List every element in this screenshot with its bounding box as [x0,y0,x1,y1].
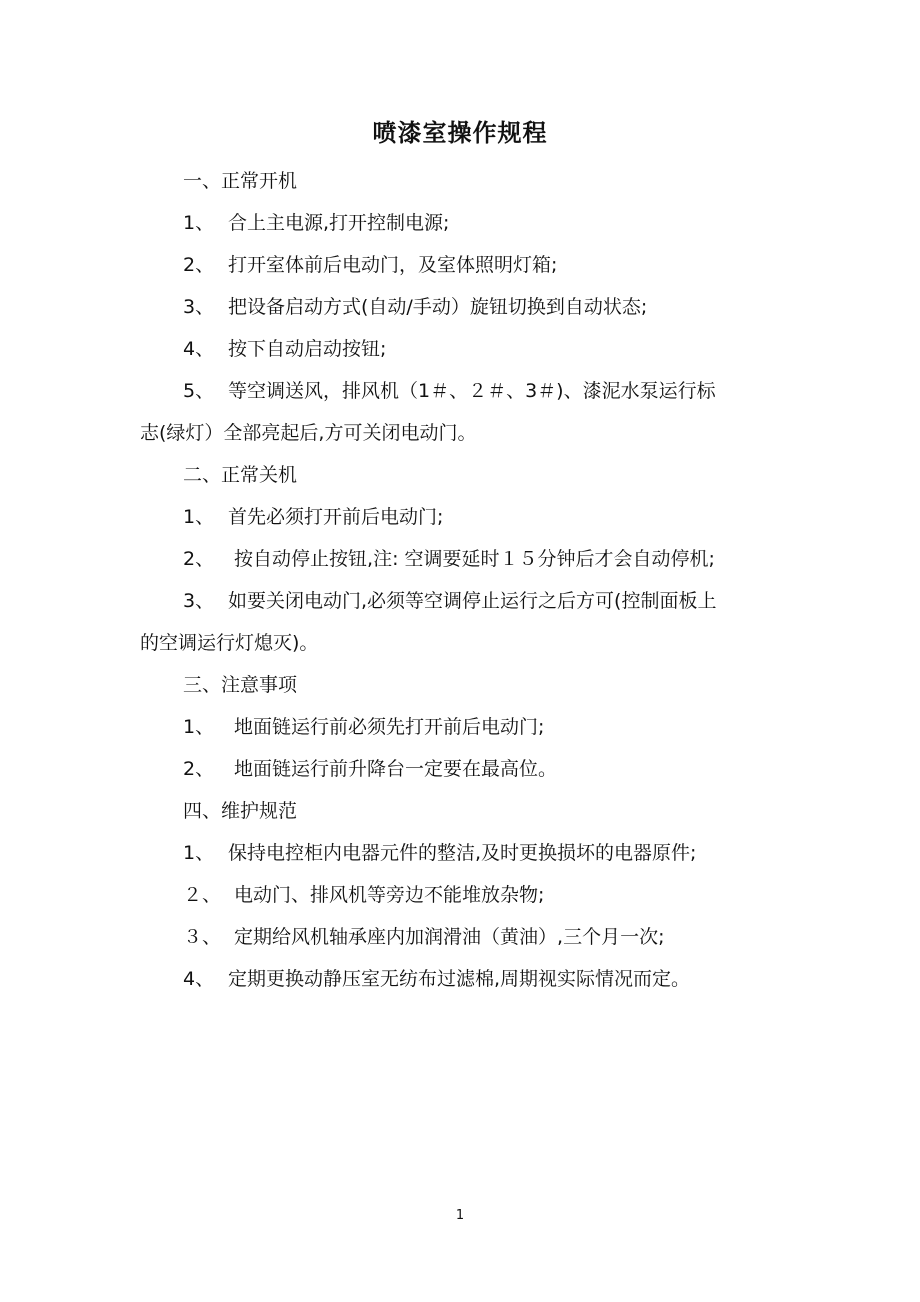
list-item [183,882,544,908]
item-text: 合上主电源,打开控制电源; [228,212,450,234]
item-number: 1、 [183,506,215,528]
list-item [183,966,690,992]
list-item-continuation: 的空调运行灯熄灭)。 [140,632,319,654]
list-item [183,294,647,320]
item-text: 打开室体前后电动门，及室体照明灯箱; [228,254,558,276]
item-text: 定期更换动静压室无纺布过滤棉,周期视实际情况而定。 [228,968,691,990]
list-item [183,924,664,950]
list-item [183,714,544,740]
item-number: 1、 [183,842,215,864]
list-item [183,504,443,530]
item-number: 1、 [183,212,215,234]
item-text: 首先必须打开前后电动门; [228,506,444,528]
section-heading: 三、注意事项 [183,674,298,696]
item-text: 把设备启动方式(自动/手动）旋钮切换到自动状态; [228,296,648,318]
list-item [183,210,449,236]
list-item [183,546,715,572]
item-text: 地面链运行前必须先打开前后电动门; [228,716,545,738]
document-title: 喷漆室操作规程 [372,119,548,147]
item-number: 3、 [183,296,215,318]
item-text: 如要关闭电动门,必须等空调停止运行之后方可(控制面板上 [228,590,717,612]
item-number: ２、 [183,884,222,906]
item-text: 按下自动启动按钮; [228,338,387,360]
list-item-continuation: 志(绿灯）全部亮起后,方可关闭电动门。 [140,422,477,444]
item-text: 电动门、排风机等旁边不能堆放杂物; [228,884,545,906]
item-number: 4、 [183,338,215,360]
item-text: 按自动停止按钮,注: 空调要延时１５分钟后才会自动停机; [228,548,715,570]
list-item [183,336,386,362]
item-number: 2、 [183,758,215,780]
item-text: 等空调送风，排风机（1＃、２＃、3＃)、漆泥水泵运行标 [228,380,716,402]
list-item [183,588,716,614]
item-number: 2、 [183,254,215,276]
list-item [183,840,696,866]
section-heading: 二、正常关机 [183,464,298,486]
page-number: 1 [455,1208,465,1223]
item-number: 3、 [183,590,215,612]
section-heading: 四、维护规范 [183,800,298,822]
item-text: 地面链运行前升降台一定要在最高位。 [228,758,558,780]
item-text: 定期给风机轴承座内加润滑油（黄油）,三个月一次; [228,926,665,948]
item-number: 1、 [183,716,215,738]
item-number: ３、 [183,926,222,948]
list-item [183,378,716,404]
section-heading: 一、正常开机 [183,170,298,192]
list-item [183,252,557,278]
item-number: 5、 [183,380,215,402]
list-item [183,756,557,782]
item-text: 保持电控柜内电器元件的整洁,及时更换损坏的电器原件; [228,842,697,864]
item-number: 4、 [183,968,215,990]
item-number: 2、 [183,548,215,570]
